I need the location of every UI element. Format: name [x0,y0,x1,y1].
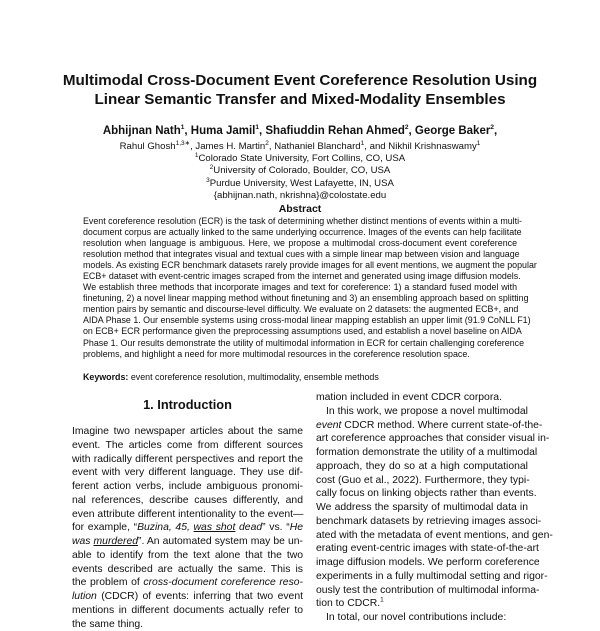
abstract-line: finetuning, 2) a novel linear mapping method without finetuning and 3) an ensembling approach based on splitting [83,293,517,304]
abstract-line: resolution method that integrates visual and textual cues with a simple linear map between vision and language [83,249,517,260]
affiliation-text: Colorado State University, Fort Collins, CO, USA [198,153,405,164]
text-segment: (CDCR) of events: inferring that two event [97,591,303,602]
text-line [72,521,303,535]
author-affiliation-marker: 1 [477,140,481,147]
affiliation-text: University of Colorado, Boulder, CO, USA [213,165,390,176]
text-line [316,432,528,446]
text-segment: We address the sparsity of multimodal data in [316,502,528,513]
text-line [72,576,303,590]
text-segment: benchmark datasets by retrieving images associ- [316,516,541,527]
text-line [316,419,528,433]
text-segment: events described are actually the same. This is [72,564,303,575]
text-line [316,542,528,556]
text-segment: mentions in different documents actually refer to [72,605,303,616]
text-segment: event. The articles come from different sources [72,440,303,451]
keywords [83,372,379,382]
affiliation [0,153,600,165]
text-line [72,590,303,604]
text-line [72,535,303,549]
author-name: Rahul Ghosh [120,141,176,152]
text-segment: formation demonstrate the utility of a multimodal [316,447,537,458]
text-line [316,501,528,515]
text-segment: ously test the contribution of multimodal informa- [316,585,540,596]
text-line [316,405,528,419]
author-name: Huma Jamil [191,125,256,137]
author-name: Abhijnan Nath [103,125,181,137]
text-line [72,453,303,467]
text-line [316,460,528,474]
text-segment: nal references, describe causes differently, and [72,495,303,506]
text-line [72,563,303,577]
authors-secondary: Rahul Ghosh$^{1,3∗}$, James H. Martin$^2$, Nathaniel Blanchard$^1$, and Nikhil Krishnaswamy$^1$ [0,141,600,152]
text-line [316,446,528,460]
abstract-line: models. As existing ECR benchmark datasets rarely provide images for all event mentions, we augment the popular [83,260,517,271]
text-segment: tion to CDCR. [316,598,380,609]
left-column-text [72,425,303,631]
text-line [72,439,303,453]
abstract-line: AIDA Phase 1. Our ensemble systems using cross-modal linear mapping establish an upper limit (91.9 CoNLL F1) [83,315,517,326]
text-segment: Buzina, 45, [137,522,193,533]
paper-title [0,71,600,109]
author-name: and Nikhil Krishnaswamy [370,141,477,152]
text-segment: lution [72,591,97,602]
author-affiliation-marker: 2 [490,124,494,131]
text-line [316,391,528,405]
title-line: Multimodal Cross-Document Event Coreference Resolution Using [0,71,600,90]
text-segment: for example, “ [72,522,137,533]
text-segment: cally focus on linking objects rather than events. [316,488,537,499]
text-segment: event with very different language. They use dif- [72,467,303,478]
text-line [316,611,528,625]
authors-primary: Abhijnan Nath$^1$, Huma Jamil$^1$, Shafiuddin Rehan Ahmed$^2$, George Baker$^2$, [0,125,600,137]
text-line [316,556,528,570]
text-segment: He [290,522,303,533]
abstract-line: resolution when language is ambiguous. Here, we propose a multimodal cross-document event coreference [83,238,517,249]
affiliation-marker: 3 [206,176,210,183]
text-segment: approach, they do so at a high computational [316,461,528,472]
author-affiliation-marker: 1 [361,140,365,147]
abstract-line: document corpus are actually linked to the same underlying occurrence. Images of the events can help facilitate [83,227,517,238]
author-affiliation-marker: 2 [405,124,409,131]
text-segment: experiments in a fully multimodal setting and rigor- [316,571,548,582]
footnote-marker: 1 [380,597,384,604]
abstract-heading: Abstract [0,203,600,215]
affiliation-text: Purdue University, West Lafayette, IN, USA [210,178,394,189]
affiliation-marker: 1 [195,152,199,159]
abstract-line: We establish three methods that incorporate images and text for coreference: 1) a standard fused model with [83,282,517,293]
text-segment: even attribute different intentionality to the event— [72,509,303,520]
author-name: James H. Martin [195,141,265,152]
affiliation [0,178,600,190]
affiliation [0,165,600,177]
text-segment: ferent action verbs, include ambiguous pronomi- [72,481,303,492]
keywords-label: Keywords: [83,372,128,382]
text-line [72,549,303,563]
right-column-text [316,391,528,625]
abstract-line: on ECB+ ECR performance given the preprocessing assumptions used, and establish a novel baseline on AIDA [83,326,517,337]
text-line [316,529,528,543]
text-line [72,466,303,480]
author-name: George Baker [415,125,490,137]
section-heading-introduction: 1. Introduction [72,397,303,412]
author-name: Nathaniel Blanchard [274,141,360,152]
text-segment: ” vs. “ [262,522,290,533]
text-line [72,604,303,618]
text-segment: Imagine two newspaper articles about the same [72,426,303,437]
text-line [72,480,303,494]
author-email: {abhijnan.nath, nkrishna}@colostate.edu [0,190,600,202]
text-line [316,474,528,488]
abstract-line: problems, and highlight a need for more multimodal resources in the coreference resolution space. [83,349,517,360]
abstract-line: ECB+ dataset with event-centric images scraped from the internet and generated using image diffusion models. [83,271,517,282]
text-segment: cost (Guo et al., 2022). Furthermore, they typi- [316,475,530,486]
text-segment: erating event-centric images with state-of-the-art [316,543,539,554]
author-affiliation-marker: 1 [181,124,185,131]
text-segment: In total, our novel contributions include: [326,612,506,623]
affiliation-marker: 2 [210,164,214,171]
text-line [72,425,303,439]
author-affiliation-marker: 1 [255,124,259,131]
text-segment: art coreference approaches that consider visual in- [316,433,549,444]
author-affiliation-marker: 2 [265,140,269,147]
text-segment: ”. An automated system may be un- [138,536,303,547]
text-line [72,494,303,508]
text-line [316,487,528,501]
text-segment: the problem of [72,577,143,588]
text-segment: mation included in event CDCR corpora. [316,392,502,403]
abstract-line: Event coreference resolution (ECR) is the task of determining whether distinct mentions of events within a multi- [83,216,517,227]
text-segment: cross-document coreference reso- [143,577,303,588]
text-segment: with radically different perspectives and report the [72,454,303,465]
text-line [316,515,528,529]
text-segment: image diffusion models. We perform coreference [316,557,540,568]
text-segment: ated with the metadata of event mentions, and gen- [316,530,553,541]
text-line [72,618,303,631]
text-segment: was shot [194,522,236,533]
text-line [72,508,303,522]
text-segment: able to identify from the text alone that the two [72,550,303,561]
text-segment: event [316,420,341,431]
abstract-line: mention pairs by semantic and discourse-level difficulty. We evaluate on 2 datasets: the augmented ECB+, and [83,304,517,315]
text-line [316,570,528,584]
text-segment: murdered [94,536,138,547]
affiliations [0,153,600,202]
text-segment: was [72,536,94,547]
text-segment: dead [235,522,262,533]
abstract-body [83,216,517,360]
abstract-line: Phase 1. Our results demonstrate the utility of multimodal information in ECR for certain challenging coreference [83,338,517,349]
keywords-text: event coreference resolution, multimodality, ensemble methods [131,372,379,382]
text-line [316,584,528,598]
author-affiliation-marker: 1,3∗ [176,140,190,147]
text-segment: CDCR method. Where current state-of-the- [341,420,542,431]
author-name: Shafiuddin Rehan Ahmed [265,125,405,137]
text-segment: In this work, we propose a novel multimodal [326,406,528,417]
title-line: Linear Semantic Transfer and Mixed-Modality Ensembles [0,90,600,109]
text-segment: the same thing. [72,619,143,630]
text-line [316,597,528,611]
